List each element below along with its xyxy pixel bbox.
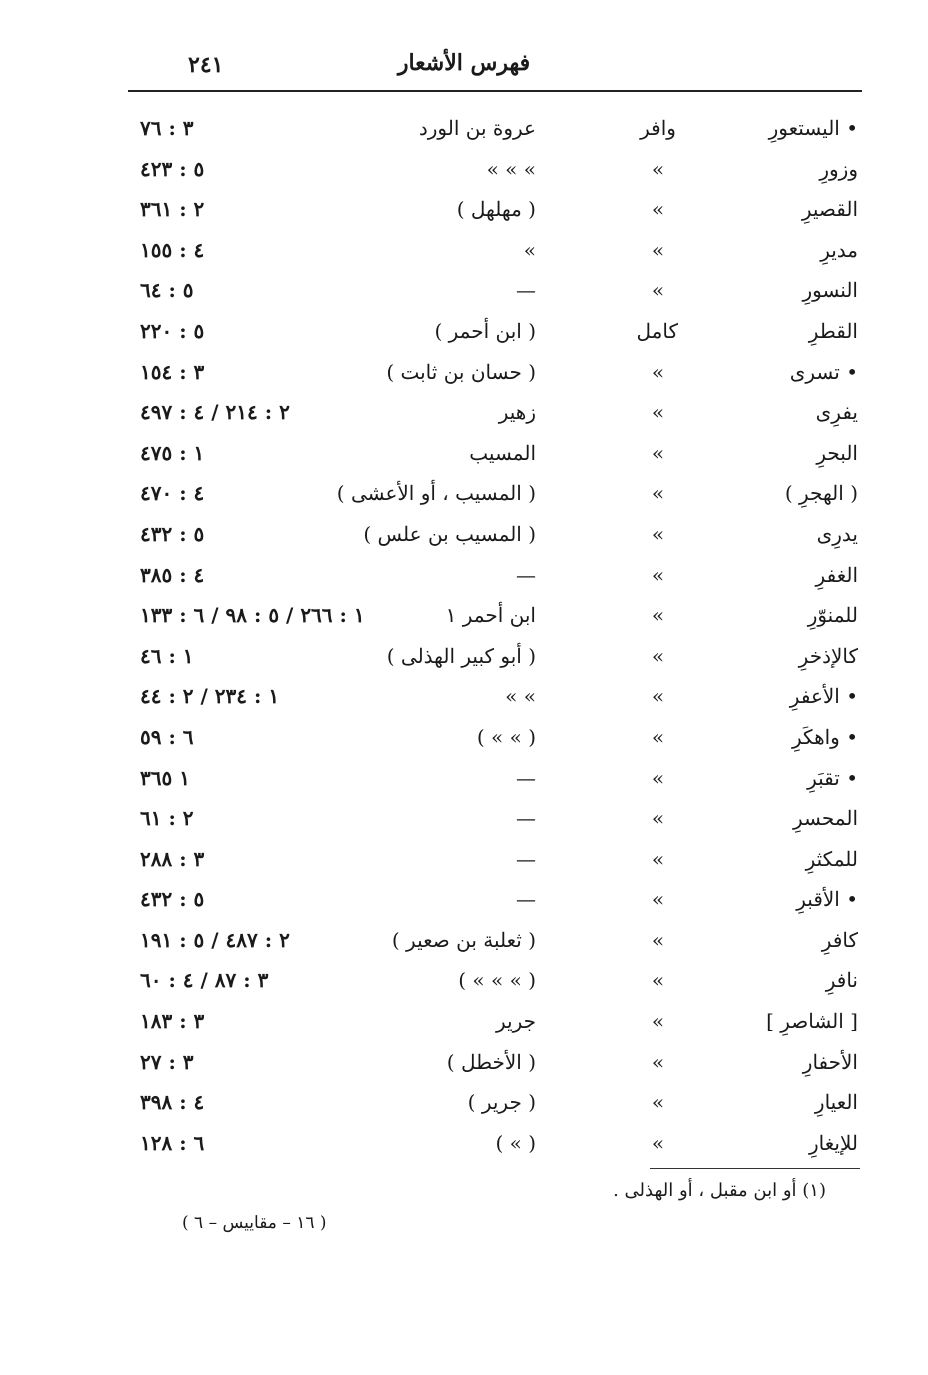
poet-name: ( ثعلبة بن صعير ) <box>391 927 536 952</box>
page-reference: ٥ : ٤٣٢ <box>140 521 205 546</box>
table-row <box>0 1125 928 1166</box>
rhyme-word: • الأعفرِ <box>789 684 858 709</box>
page-number: ٢٤١ <box>188 52 224 78</box>
table-row <box>0 962 928 1003</box>
page-reference: ٦ : ٥٩ <box>140 724 194 749</box>
table-row <box>0 719 928 760</box>
page-reference: ٤ : ٤٧٠ <box>140 481 205 506</box>
poetry-index-table <box>0 110 928 1165</box>
meter-name: كامل <box>636 318 678 343</box>
page-reference: ٣ : ١٥٤ <box>140 359 205 384</box>
poet-name: » » <box>505 684 536 709</box>
meter-name: » <box>651 278 665 303</box>
meter-name: » <box>651 156 665 181</box>
meter-name: » <box>651 440 665 465</box>
poet-name: زهير <box>498 400 536 425</box>
table-row <box>0 313 928 354</box>
rhyme-word: للمكثرِ <box>805 846 858 871</box>
table-row <box>0 394 928 435</box>
page-reference: ٦ : ١٢٨ <box>140 1130 205 1155</box>
meter-name: » <box>651 562 665 587</box>
meter-name: » <box>651 481 665 506</box>
rhyme-word: القطرِ <box>808 318 858 343</box>
meter-name: » <box>651 724 665 749</box>
page-title: فهرس الأشعار <box>397 50 531 76</box>
page-reference: ١ : ٤٧٥ <box>140 440 205 465</box>
table-row <box>0 597 928 638</box>
poet-name: — <box>516 765 536 790</box>
page-reference: ٤ : ٣٨٥ <box>140 562 205 587</box>
poet-name: » » » <box>486 156 536 181</box>
table-row <box>0 638 928 679</box>
meter-name: » <box>651 968 665 993</box>
footnote-rule <box>650 1168 860 1169</box>
poet-name: ( » » ) <box>476 724 536 749</box>
table-row <box>0 678 928 719</box>
table-row <box>0 151 928 192</box>
page-reference: ٢ : ٦١ <box>140 806 194 831</box>
poet-name: — <box>516 278 536 303</box>
poet-name: ( حسان بن ثابت ) <box>386 359 536 384</box>
rhyme-word: • تسرى <box>789 359 858 384</box>
rhyme-word: نافرِ <box>825 968 858 993</box>
poet-name: عروة بن الورد <box>418 116 536 140</box>
poet-name: ( مهلهل ) <box>456 197 536 222</box>
rhyme-word: ( الهجرِ ) <box>784 481 858 506</box>
rhyme-word: • اليستعورِ <box>768 116 858 140</box>
page-reference: ١ : ٤٦ <box>140 643 194 668</box>
poet-name: — <box>516 806 536 831</box>
page-reference: ٢ : ٣٦١ <box>140 197 205 222</box>
page-reference: ١ : ٢٦٦ / ٥ : ٩٨ / ٦ : ١٣٣ <box>140 603 365 628</box>
table-row <box>0 516 928 557</box>
rhyme-word: [ الشاصرِ ] <box>766 1009 858 1034</box>
table-row <box>0 1003 928 1044</box>
meter-name: » <box>651 846 665 871</box>
meter-name: » <box>651 197 665 222</box>
page-reference: ٣ : ١٨٣ <box>140 1009 205 1034</box>
poet-name: ( » » » ) <box>458 968 536 993</box>
table-row <box>0 1084 928 1125</box>
poet-name: — <box>516 846 536 871</box>
table-row <box>0 232 928 273</box>
table-row <box>0 191 928 232</box>
table-row <box>0 475 928 516</box>
table-row <box>0 881 928 922</box>
table-row <box>0 800 928 841</box>
rhyme-word: • تقبَرِ <box>807 765 858 790</box>
rhyme-word: للإيغارِ <box>809 1130 858 1155</box>
meter-name: » <box>651 603 665 628</box>
page-reference: ٢ : ٤٨٧ / ٥ : ١٩١ <box>140 927 290 952</box>
poet-name: ( المسيب ، أو الأعشى ) <box>336 481 536 506</box>
page-reference: ٣ : ٧٦ <box>140 116 194 140</box>
page-reference: ٣ : ٢٧ <box>140 1049 194 1074</box>
meter-name: » <box>651 684 665 709</box>
rhyme-word: يدرِى <box>816 521 858 546</box>
poet-name: ابن أحمر ١ <box>445 603 536 628</box>
meter-name: » <box>651 1130 665 1155</box>
page-reference: ١ ٣٦٥ <box>140 765 190 790</box>
table-row <box>0 435 928 476</box>
rhyme-word: • واهكَرِ <box>792 724 858 749</box>
page-reference: ٥ : ٤٢٣ <box>140 156 205 181</box>
signature-mark: ( ١٦ – مقاييس – ٦ ) <box>182 1213 327 1233</box>
rhyme-word: وزورِ <box>819 156 858 181</box>
meter-name: » <box>651 643 665 668</box>
table-row <box>0 557 928 598</box>
rhyme-word: مديرِ <box>820 237 858 262</box>
poet-name: ( أبو كبير الهذلى ) <box>386 643 536 668</box>
rhyme-word: البحرِ <box>816 440 858 465</box>
rhyme-word: للمنوّرِ <box>807 603 858 628</box>
meter-name: » <box>651 887 665 912</box>
meter-name: » <box>651 1090 665 1115</box>
poet-name: » <box>523 237 536 262</box>
rhyme-word: النسورِ <box>802 278 858 303</box>
table-row <box>0 110 928 151</box>
meter-name: » <box>651 400 665 425</box>
rhyme-word: كافرِ <box>821 927 858 952</box>
table-row <box>0 354 928 395</box>
poet-name: ( جرير ) <box>467 1090 536 1115</box>
table-row <box>0 922 928 963</box>
meter-name: » <box>651 765 665 790</box>
poet-name: ( المسيب بن علس ) <box>363 521 536 546</box>
page-reference: ٥ : ٤٣٢ <box>140 887 205 912</box>
page-reference: ٣ : ٢٨٨ <box>140 846 205 871</box>
header-rule <box>128 90 862 92</box>
meter-name: » <box>651 927 665 952</box>
rhyme-word: • الأقبرِ <box>796 887 858 912</box>
page-reference: ٤ : ٣٩٨ <box>140 1090 205 1115</box>
poet-name: ( » ) <box>495 1130 536 1155</box>
meter-name: » <box>651 1049 665 1074</box>
table-row <box>0 1044 928 1085</box>
poet-name: المسيب <box>469 440 536 465</box>
rhyme-word: القصيرِ <box>801 197 858 222</box>
rhyme-word: كالإذخرِ <box>798 643 858 668</box>
page-reference: ٤ : ١٥٥ <box>140 237 205 262</box>
page-reference: ١ : ٢٣٤ / ٢ : ٤٤ <box>140 684 280 709</box>
rhyme-word: العيارِ <box>814 1090 858 1115</box>
poet-name: جرير <box>496 1009 536 1034</box>
poet-name: — <box>516 887 536 912</box>
table-row <box>0 272 928 313</box>
rhyme-word: المحسرِ <box>793 806 858 831</box>
page-reference: ٥ : ٢٢٠ <box>140 318 205 343</box>
meter-name: » <box>651 1009 665 1034</box>
footnote: (١) أو ابن مقبل ، أو الهذلى . <box>613 1180 826 1201</box>
table-row <box>0 760 928 801</box>
rhyme-word: يفرِى <box>815 400 858 425</box>
poet-name: ( ابن أحمر ) <box>434 318 536 343</box>
poet-name: — <box>516 562 536 587</box>
table-row <box>0 841 928 882</box>
page-reference: ٥ : ٦٤ <box>140 278 194 303</box>
meter-name: » <box>651 359 665 384</box>
meter-name: وافر <box>640 116 676 140</box>
poet-name: ( الأخطل ) <box>446 1049 536 1074</box>
meter-name: » <box>651 237 665 262</box>
page-reference: ٣ : ٨٧ / ٤ : ٦٠ <box>140 968 269 993</box>
rhyme-word: الأحفارِ <box>802 1049 858 1074</box>
meter-name: » <box>651 521 665 546</box>
meter-name: » <box>651 806 665 831</box>
page-reference: ٢ : ٢١٤ / ٤ : ٤٩٧ <box>140 400 290 425</box>
rhyme-word: الغفرِ <box>815 562 858 587</box>
